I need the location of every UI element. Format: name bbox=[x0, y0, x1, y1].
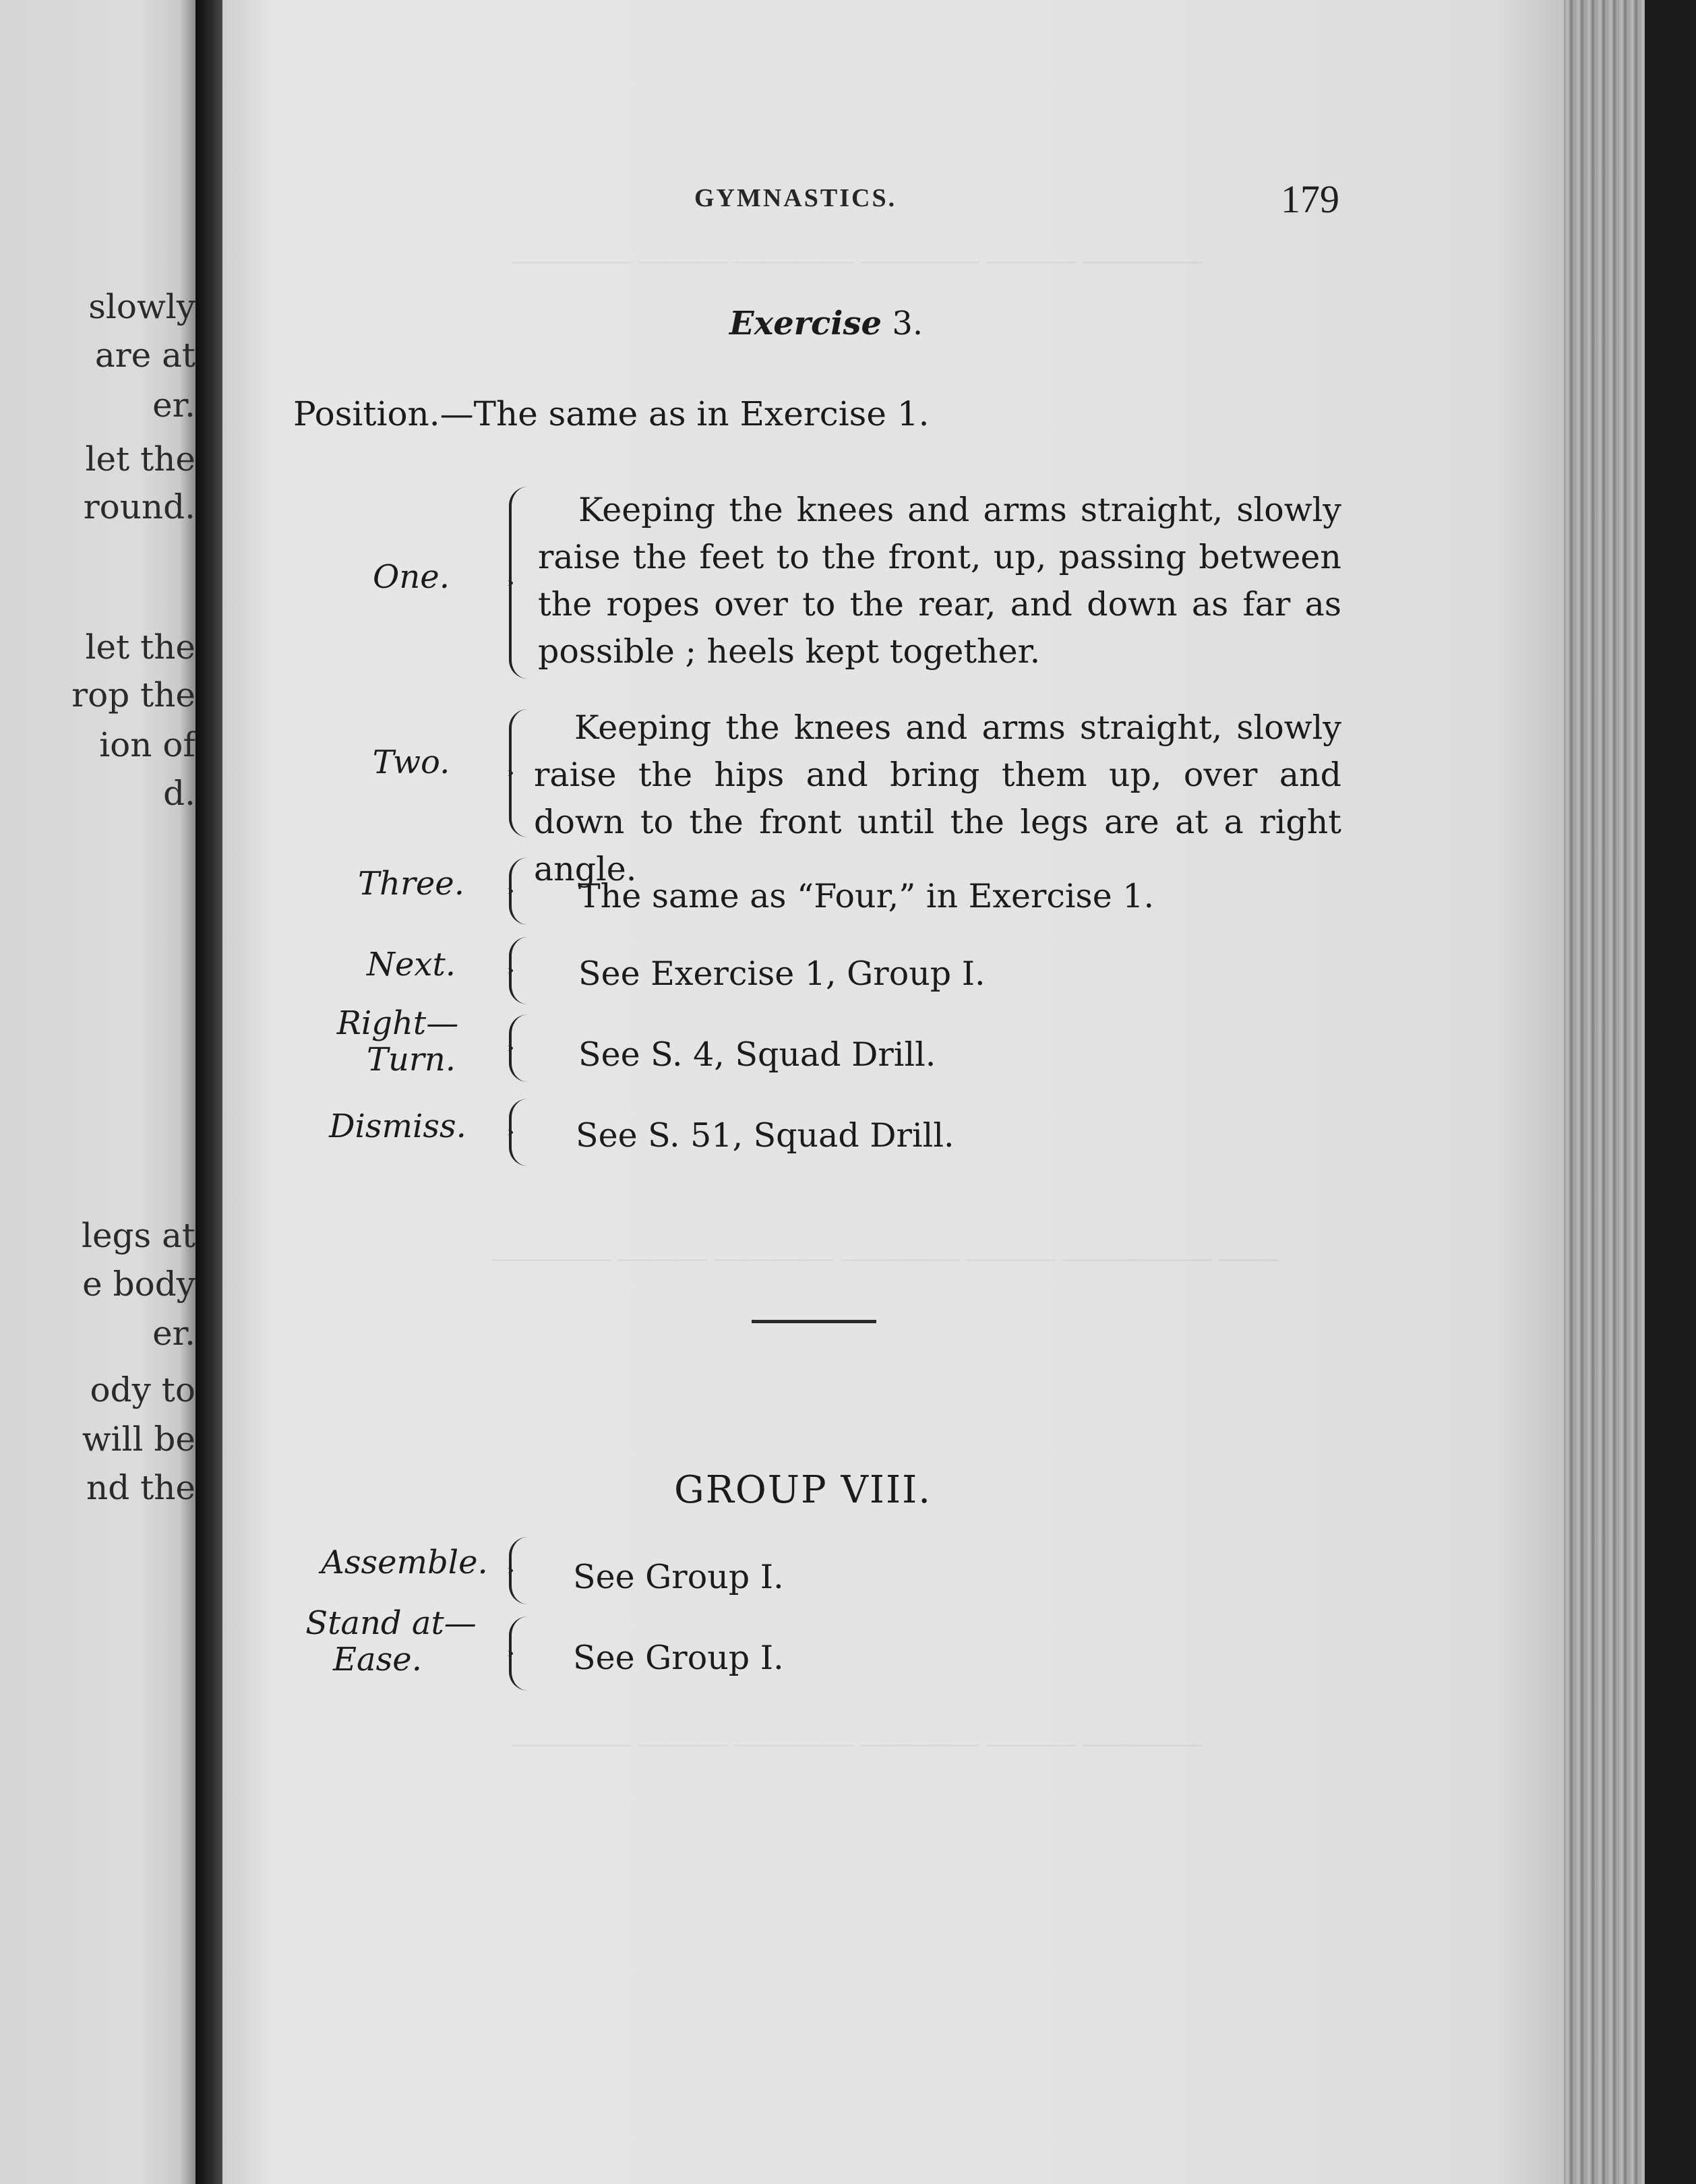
left-page-line: round. bbox=[83, 487, 195, 526]
left-page-edge bbox=[0, 0, 195, 2184]
position-line: Position.—The same as in Exercise 1. bbox=[293, 394, 930, 433]
command-text-three: The same as “Four,” in Exercise 1. bbox=[578, 877, 1155, 915]
left-page-line: will be bbox=[82, 1420, 195, 1459]
book-page bbox=[222, 0, 1564, 2184]
command-text-right-turn: See S. 4, Squad Drill. bbox=[578, 1035, 936, 1074]
left-page-line: e body bbox=[82, 1265, 195, 1304]
exercise-heading-word: Exercise bbox=[729, 305, 882, 342]
left-page-line: rop the bbox=[71, 675, 195, 715]
command-label-one: One. bbox=[373, 558, 450, 596]
left-page-line: slowly bbox=[88, 287, 195, 326]
page-stack-edges bbox=[1564, 0, 1645, 2184]
command-text-assemble: See Group I. bbox=[573, 1558, 784, 1596]
left-page-line: nd the bbox=[86, 1468, 195, 1507]
brace-one bbox=[509, 487, 532, 679]
command-text-one: Keeping the knees and arms straight, slowly raise the feet to the front, up, passing between the ropes over to the rear, and down as far as possible ; heels kept together. bbox=[538, 491, 1341, 671]
command-label-stand-at-ease bbox=[290, 1606, 492, 1678]
command-text-dismiss: See S. 51, Squad Drill. bbox=[576, 1116, 955, 1155]
show-through-texture: ———— ——— ———— ———— ——— ———— bbox=[512, 1726, 1202, 1759]
brace-next bbox=[509, 937, 532, 1004]
brace-dismiss bbox=[509, 1099, 532, 1166]
show-through-texture: ———— ——— ———— ———— ——— ———— bbox=[512, 243, 1202, 276]
section-divider bbox=[752, 1320, 876, 1323]
command-label-assemble: Assemble. bbox=[321, 1544, 488, 1581]
label-line: Stand at— bbox=[305, 1604, 477, 1642]
left-page-line: legs at bbox=[81, 1216, 195, 1255]
exercise-heading bbox=[729, 305, 923, 342]
command-label-three: Three. bbox=[358, 865, 464, 903]
label-line: Right— bbox=[336, 1004, 459, 1042]
show-through-texture: ———— ——— ———— ———— ——— ————— —— bbox=[492, 1241, 1278, 1274]
page-number: 179 bbox=[1281, 177, 1339, 221]
left-page-line: d. bbox=[163, 774, 195, 813]
command-text-next: See Exercise 1, Group I. bbox=[578, 954, 986, 993]
brace-stand-at-ease bbox=[509, 1616, 532, 1691]
command-label-right-turn bbox=[324, 1006, 499, 1079]
left-page-line: let the bbox=[85, 439, 195, 479]
running-head: GYMNASTICS. bbox=[694, 184, 897, 212]
command-label-next: Next. bbox=[366, 946, 456, 983]
command-text-two: Keeping the knees and arms straight, slowly raise the hips and bring them up, over and down to the front until the legs are at a right angle. bbox=[534, 708, 1341, 888]
label-line: Ease. bbox=[333, 1640, 422, 1678]
brace-right-turn bbox=[509, 1014, 532, 1082]
brace-assemble bbox=[509, 1537, 532, 1604]
left-page-line: are at bbox=[94, 336, 195, 375]
left-page-line: er. bbox=[152, 1314, 195, 1353]
command-label-two: Two. bbox=[372, 744, 450, 781]
label-line: Turn. bbox=[366, 1040, 456, 1079]
group-heading: GROUP VIII. bbox=[674, 1468, 932, 1512]
brace-three bbox=[509, 857, 532, 925]
brace-two bbox=[509, 709, 532, 837]
command-text-stand-at-ease: See Group I. bbox=[573, 1639, 784, 1677]
left-page-line: ody to bbox=[90, 1370, 195, 1409]
command-label-dismiss: Dismiss. bbox=[329, 1108, 466, 1145]
left-page-line: let the bbox=[85, 628, 195, 667]
left-page-line: er. bbox=[152, 386, 195, 425]
scan-background bbox=[1645, 0, 1696, 2184]
book-gutter bbox=[195, 0, 222, 2184]
left-page-line: ion of bbox=[99, 725, 195, 764]
exercise-heading-number: 3. bbox=[892, 305, 923, 342]
